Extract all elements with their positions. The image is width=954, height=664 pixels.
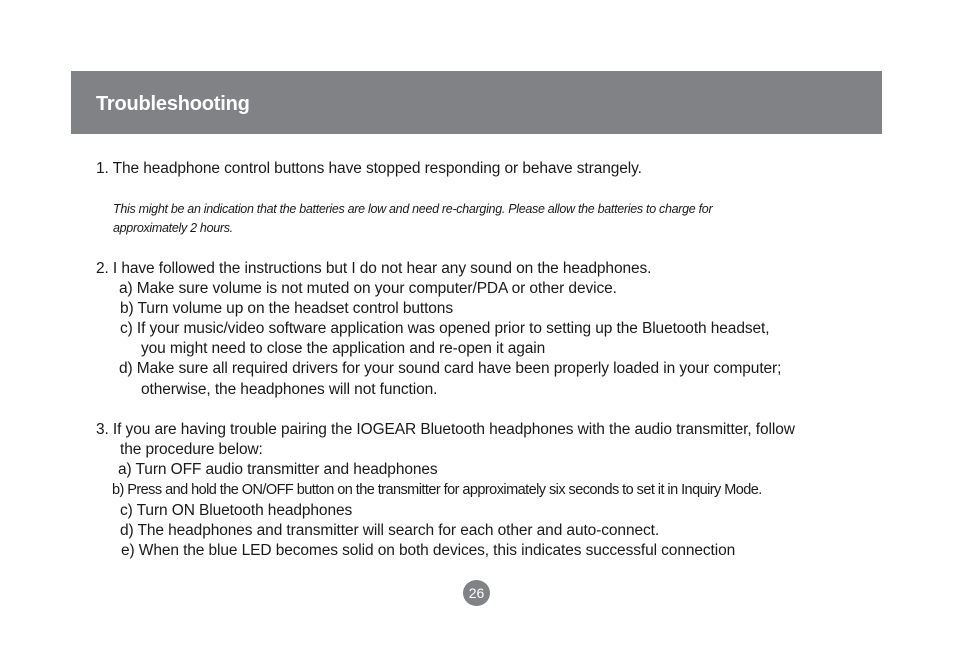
item2-question: 2. I have followed the instructions but I do not hear any sound on the headphones. [96, 260, 652, 277]
section-header [71, 71, 882, 134]
item3-step-d: d) The headphones and transmitter will search for each other and auto-connect. [120, 522, 660, 539]
page-title: Troubleshooting [96, 93, 250, 115]
item2-step-c-line1: c) If your music/video software application was opened prior to setting up the Bluetooth headset, [120, 320, 770, 337]
page-number: 26 [463, 580, 490, 606]
item2-step-a: a) Make sure volume is not muted on your computer/PDA or other device. [119, 280, 617, 297]
item1-answer-line1: This might be an indication that the batteries are low and need re-charging. Please allow the batteries to charge for [113, 202, 713, 216]
item2-step-b: b) Turn volume up on the headset control buttons [120, 300, 453, 317]
item2-step-c-line2: you might need to close the application and re-open it again [141, 340, 546, 357]
item1-question: 1. The headphone control buttons have stopped responding or behave strangely. [96, 160, 642, 177]
item3-step-c: c) Turn ON Bluetooth headphones [120, 502, 353, 519]
item3-question-line1: 3. If you are having trouble pairing the IOGEAR Bluetooth headphones with the audio transmitter, follow [96, 421, 795, 438]
item2-step-d-line2: otherwise, the headphones will not function. [141, 381, 438, 398]
item3-step-e: e) When the blue LED becomes solid on both devices, this indicates successful connection [121, 542, 736, 559]
item1-answer-line2: approximately 2 hours. [113, 221, 233, 235]
item3-step-b: b) Press and hold the ON/OFF button on the transmitter for approximately six seconds to set it in Inquiry Mode. [112, 482, 762, 498]
item3-question-line2: the procedure below: [120, 441, 263, 458]
item2-step-d-line1: d) Make sure all required drivers for your sound card have been properly loaded in your computer; [119, 360, 782, 377]
item3-step-a: a) Turn OFF audio transmitter and headphones [118, 461, 438, 478]
